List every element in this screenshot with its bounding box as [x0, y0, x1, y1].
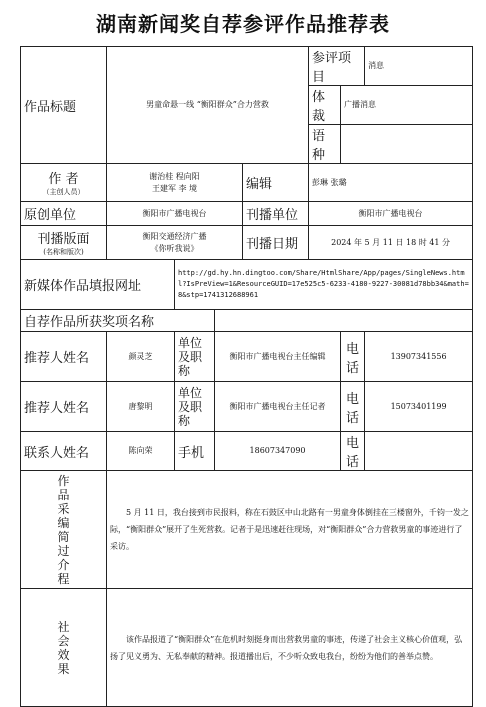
recommender-2-position-label: 单位及职称	[175, 382, 215, 432]
original-unit-label: 原创单位	[21, 202, 107, 226]
publish-unit-label: 刊播单位	[243, 202, 309, 226]
language-value	[341, 125, 473, 164]
media-url-label: 新媒体作品填报网址	[21, 260, 175, 310]
editor-label: 编辑	[243, 164, 309, 202]
recommender-1-phone-label: 电话	[341, 332, 365, 382]
recommender-1-phone: 13907341556	[365, 332, 473, 382]
original-unit-value: 衡阳市广播电视台	[107, 202, 243, 226]
recommender-1-position: 衡阳市广播电视台主任编辑	[215, 332, 341, 382]
work-title-value: 男童命悬一线 “衡阳群众”合力营救	[107, 47, 309, 164]
author-label: 作 者	[48, 172, 79, 187]
publish-unit-value: 衡阳市广播电视台	[309, 202, 473, 226]
recommender-2-name: 唐黎明	[107, 382, 175, 432]
date-label: 刊播日期	[243, 226, 309, 260]
genre-label: 体裁	[309, 86, 341, 125]
recommender-1-name-label: 推荐人姓名	[21, 332, 107, 382]
recommender-2-name-label: 推荐人姓名	[21, 382, 107, 432]
effect-text: 该作品报道了“衡阳群众”在危机时刻挺身而出营救男童的事迹，传递了社会主义核心价值观，弘扬了见义勇为、无私奉献的精神。报道播出后，不少听众致电我台，纷纷为他们的善举点赞。	[107, 589, 473, 707]
page-title: 湖南新闻奖自荐参评作品推荐表	[96, 12, 390, 36]
author-label-cell	[21, 164, 107, 202]
section-value	[107, 226, 243, 260]
date-value: 2024 年 5 月 11 日 18 时 41 分	[309, 226, 473, 260]
project-value: 消息	[365, 47, 473, 86]
contact-name-label: 联系人姓名	[21, 432, 107, 471]
genre-value: 广播消息	[341, 86, 473, 125]
contact-phone	[365, 432, 473, 471]
intro-text: 5 月 11 日，我台接到市民报料，称在石鼓区中山北路有一男童身体倒挂在三楼窗外，千钧一发之际，“衡阳群众”展开了生死营救。记者于是迅速赶往现场，对“衡阳群众”合力营救男童的事迹进行了采访。	[107, 471, 473, 589]
section-value-line1: 衡阳交通经济广播	[142, 231, 207, 241]
section-sublabel: (名称和版次)	[43, 248, 84, 256]
intro-label: 作品采编简过介程	[21, 471, 107, 589]
section-value-line2: 《你听我说》	[150, 243, 199, 253]
editor-value: 彭琳 张璐	[309, 164, 473, 202]
language-label: 语种	[309, 125, 341, 164]
author-names-line2: 王建军 李 境	[151, 183, 198, 193]
author-names	[107, 164, 243, 202]
awards-label: 自荐作品所获奖项名称	[21, 310, 215, 332]
recommender-2-phone-label: 电话	[341, 382, 365, 432]
contact-name: 陈向荣	[107, 432, 175, 471]
contact-mobile: 18607347090	[215, 432, 341, 471]
author-sublabel: （主创人员）	[42, 188, 85, 196]
contact-mobile-label: 手机	[175, 432, 215, 471]
project-label: 参评项目	[309, 47, 365, 86]
media-url-value[interactable]: http://gd.hy.hn.dingtoo.com/Share/HtmlShare/App/pages/SingleNews.html?IsPreView=1&ResourceGUID=17e525c5-6233-4180-9227-30081d78bb34&math=8&stp=1741312688961	[175, 260, 473, 310]
awards-value	[215, 310, 473, 332]
recommender-2-position: 衡阳市广播电视台主任记者	[215, 382, 341, 432]
recommender-1-name: 颜灵芝	[107, 332, 175, 382]
section-label-cell	[21, 226, 107, 260]
recommender-1-position-label: 单位及职称	[175, 332, 215, 382]
section-label: 刊播版面	[37, 232, 90, 247]
recommender-2-phone: 15073401199	[365, 382, 473, 432]
work-title-label: 作品标题	[21, 47, 107, 164]
author-names-line1: 谢治桂 程向阳	[149, 171, 200, 181]
recommendation-form	[20, 46, 473, 707]
contact-phone-label: 电话	[341, 432, 365, 471]
effect-label: 社会效果	[21, 589, 107, 707]
